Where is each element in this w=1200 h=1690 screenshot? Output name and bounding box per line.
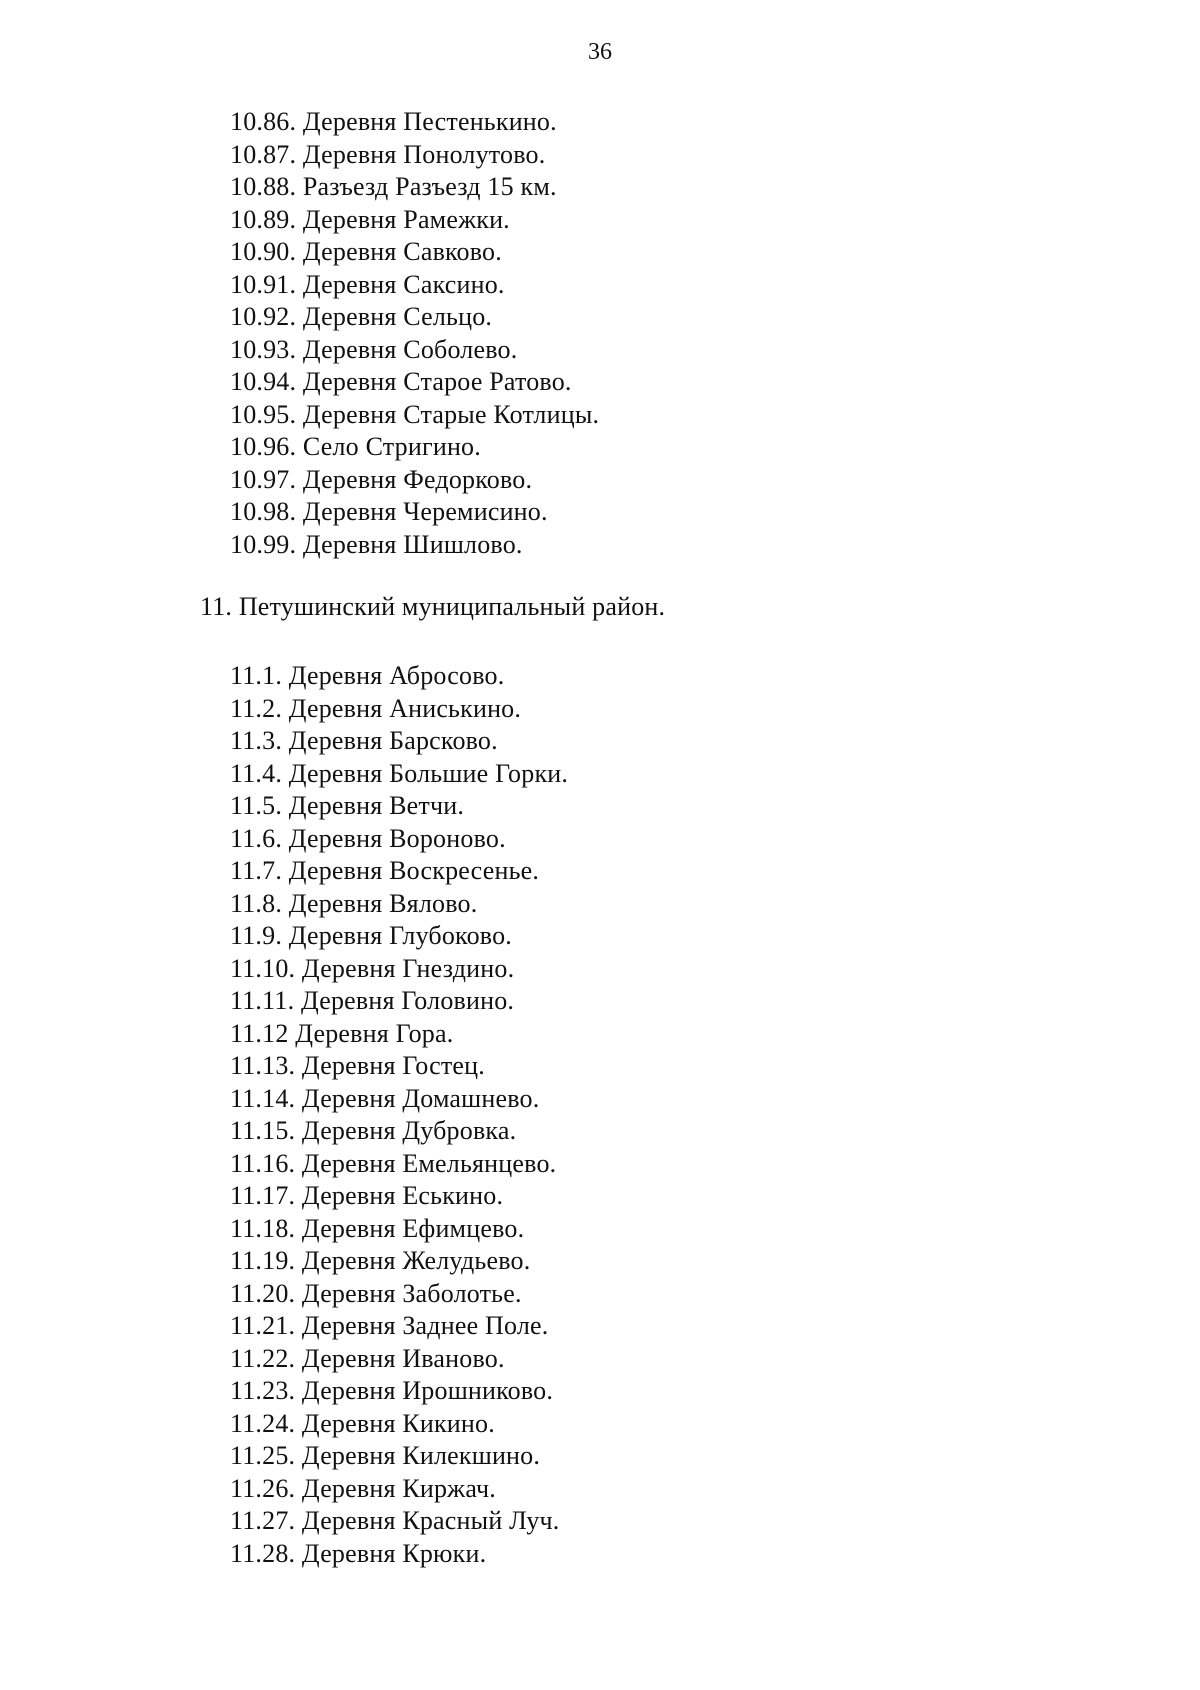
list-item: 11.28. Деревня Крюки. — [230, 1538, 487, 1568]
list-item: 10.86. Деревня Пестенькино. — [230, 107, 557, 136]
list-item: 11.21. Деревня Заднее Поле. — [230, 1311, 549, 1340]
list-item: 10.95. Деревня Старые Котлицы. — [230, 399, 600, 429]
list-item: 11.9. Деревня Глубоково. — [230, 921, 512, 950]
list-item: 11.2. Деревня Аниськино. — [230, 693, 522, 723]
list-item: 10.89. Деревня Рамежки. — [230, 204, 510, 234]
list-item: 11.27. Деревня Красный Луч. — [230, 1506, 560, 1535]
list-item: 10.88. Разъезд Разъезд 15 км. — [230, 172, 557, 201]
page-number: 36 — [588, 39, 612, 65]
list-item: 11.10. Деревня Гнездино. — [230, 953, 515, 983]
list-item: 11.6. Деревня Вороново. — [230, 823, 506, 853]
list-item: 11.8. Деревня Вялово. — [230, 888, 478, 918]
list-item: 10.94. Деревня Старое Ратово. — [230, 367, 572, 396]
list-item: 11.24. Деревня Кикино. — [230, 1408, 495, 1438]
list-item: 11.14. Деревня Домашнево. — [230, 1083, 540, 1113]
list-item: 11.5. Деревня Ветчи. — [230, 791, 465, 820]
settlement-list-section-11 — [230, 660, 568, 1570]
list-item: 11.17. Деревня Еськино. — [230, 1181, 504, 1210]
list-item: 11.11. Деревня Головино. — [230, 986, 515, 1015]
list-item: 11.26. Деревня Киржач. — [230, 1473, 497, 1503]
list-item: 11.22. Деревня Иваново. — [230, 1343, 505, 1373]
list-item: 11.15. Деревня Дубровка. — [230, 1116, 517, 1145]
list-item: 10.87. Деревня Понолутово. — [230, 139, 546, 169]
list-item: 11.12 Деревня Гора. — [230, 1018, 454, 1048]
list-item: 10.92. Деревня Сельцо. — [230, 302, 493, 331]
list-item: 11.7. Деревня Воскресенье. — [230, 856, 540, 885]
list-item: 11.25. Деревня Килекшино. — [230, 1441, 541, 1470]
section-heading: 11. Петушинский муниципальный район. — [200, 592, 666, 621]
list-item: 11.19. Деревня Желудьево. — [230, 1246, 531, 1275]
list-item: 11.16. Деревня Емельянцево. — [230, 1148, 557, 1178]
list-item: 11.23. Деревня Ирошниково. — [230, 1376, 554, 1405]
list-item: 10.90. Деревня Савково. — [230, 237, 502, 266]
list-item: 10.98. Деревня Черемисино. — [230, 497, 548, 526]
list-item: 10.93. Деревня Соболево. — [230, 334, 518, 364]
list-item: 10.99. Деревня Шишлово. — [230, 529, 523, 559]
list-item: 11.13. Деревня Гостец. — [230, 1051, 485, 1080]
list-item: 10.96. Село Стригино. — [230, 432, 481, 461]
list-item: 10.91. Деревня Саксино. — [230, 269, 505, 299]
list-item: 11.4. Деревня Большие Горки. — [230, 758, 569, 788]
list-item: 10.97. Деревня Федорково. — [230, 464, 533, 494]
list-item: 11.1. Деревня Абросово. — [230, 661, 505, 690]
list-item: 11.20. Деревня Заболотье. — [230, 1278, 522, 1308]
list-item: 11.18. Деревня Ефимцево. — [230, 1213, 525, 1243]
settlement-list-section-10 — [230, 106, 599, 561]
list-item: 11.3. Деревня Барсково. — [230, 726, 498, 755]
